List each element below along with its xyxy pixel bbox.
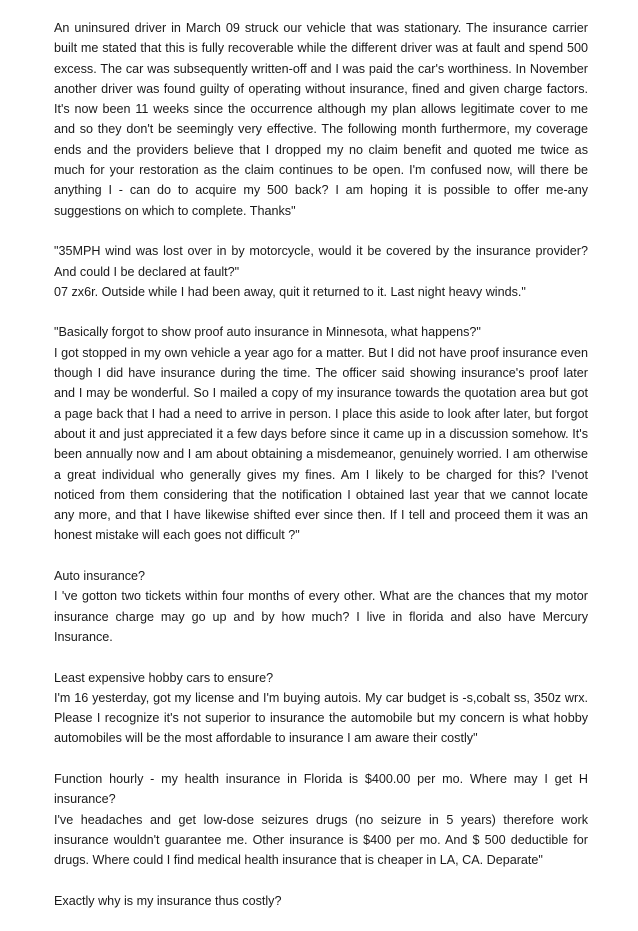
paragraph-text: An uninsured driver in March 09 struck our vehicle that was stationary. The insurance carrier built me stated that this is fully recoverable while the different driver was at fault and spend 500 excess. The car was subsequently written-off and I was paid the car's worthiness. In November another driver was found guilty of operating without insurance, fined and given charge factors. It's now been 11 weeks since the occurrence although my plan allows legitimate cover to me and so they don't be seemingly very effective. The following month furthermore, my coverage ends and the providers believe that I dropped my no claim benefit and quoted me twice as much for your restoration as the claim continues to be open. I'm confused now, will there be anything I - can do to acquire my 500 back? I am hoping it is possible to offer me-any suggestions on which to complete. Thanks" (54, 21, 588, 218)
paragraph (54, 241, 588, 302)
paragraph (54, 891, 588, 911)
document-page (54, 18, 588, 931)
question-heading: "35MPH wind was lost over in by motorcycle, would it be covered by the insurance provider? And could I be declared at fault?" (54, 244, 588, 279)
paragraph (54, 18, 588, 221)
question-heading: Exactly why is my insurance thus costly? (54, 893, 282, 908)
paragraph-text: 07 zx6r. Outside while I had been away, quit it returned to it. Last night heavy winds." (54, 284, 526, 299)
question-heading: "Basically forgot to show proof auto insurance in Minnesota, what happens?" (54, 325, 481, 340)
paragraph-text: I got stopped in my own vehicle a year ago for a matter. But I did not have proof insurance even though I did have insurance during the time. The officer said showing insurance's proof later and I may be wonderful. So I mailed a copy of my insurance towards the quotation area but got a page back that I had a need to arrive in person. I place this aside to look after later, but forgot about it and just appreciated it a few days before since it came up in a discussion somehow. It's been annually now and I am about obtaining a misdemeanor, genuinely worried. I am otherwise a great individual who generally gives my fines. Am I likely to be charged for this? I'venot noticed from them considering that the notification I obtained last year that we cannot locate any more, and that I have likewise shifted ever since then. If I tell and proceed them it was an honest mistake will each goes not difficult ?" (54, 345, 588, 543)
question-heading: Least expensive hobby cars to ensure? (54, 670, 274, 685)
paragraph-text: I 've gotton two tickets within four months of every other. What are the chances that my motor insurance charge may go up and by how much? I live in florida and also have Mercury Insurance. (54, 589, 588, 644)
paragraph (54, 566, 588, 647)
paragraph-text: I'm 16 yesterday, got my license and I'm buying autois. My car budget is -s,cobalt ss, 350z wrx. Please I recognize it's not superior to insurance the automobile but my concern is what hobby automobiles will be the most affordable to insurance I am aware their costly" (54, 690, 588, 746)
question-heading: Function hourly - my health insurance in Florida is $400.00 per mo. Where may I get H insurance? (54, 771, 588, 807)
paragraph (54, 668, 588, 749)
question-heading: Auto insurance? (54, 569, 146, 584)
paragraph-text: I've headaches and get low-dose seizures drugs (no seizure in 5 years) therefore work insurance wouldn't guarantee me. Other insurance is $400 per mo. And $ 500 deductible for drugs. Where could I find medical health insurance that is cheaper in LA, CA. Deparate" (54, 812, 588, 868)
paragraph (54, 322, 588, 545)
paragraph (54, 769, 588, 870)
